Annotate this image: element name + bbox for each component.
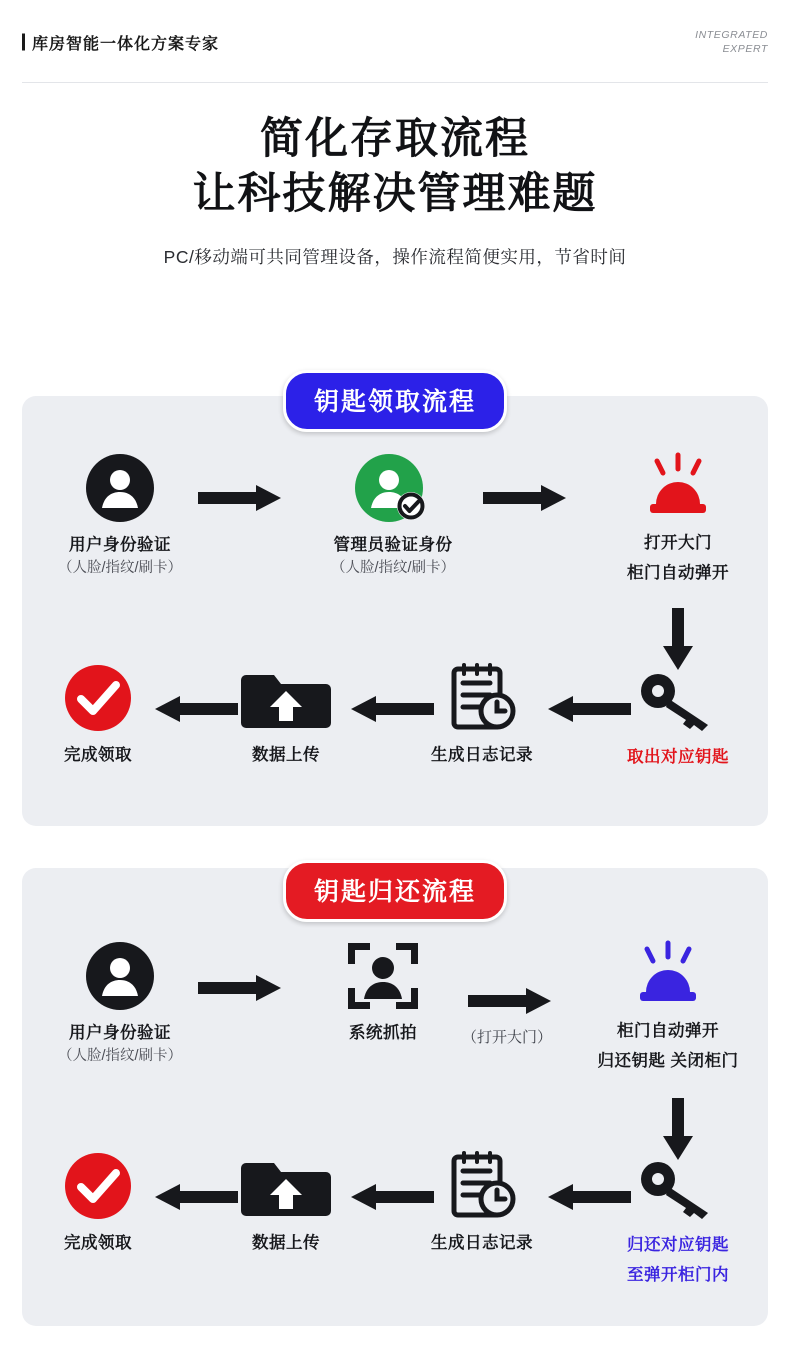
pickup-step-log-label: 生成日志记录 [431,746,533,764]
header-divider [22,82,768,83]
admin-verified-icon [293,450,493,526]
return-flow-badge: 钥匙归还流程 [283,860,507,922]
return-step-upload-label: 数据上传 [252,1234,320,1252]
header-tagline [695,28,768,56]
brand-title: 库房智能一体化方案专家 [22,31,219,54]
return-step-return-key-label-2: 至弹开柜门内 [627,1266,729,1284]
user-avatar-icon [20,938,220,1014]
return-step-user-verify-sub: （人脸/指纹/刷卡） [57,1048,183,1064]
blue-alarm-light-icon [568,936,768,1012]
return-step-user-verify-label: 用户身份验证 [69,1024,171,1042]
return-arrow-note: （打开大门） [462,1029,553,1046]
pickup-step-open-door-label: 打开大门 [644,534,712,552]
return-step-capture [283,938,483,1044]
pickup-step-done [0,660,198,766]
pickup-step-open-door [578,448,778,584]
return-arrow-1 [198,975,284,1001]
return-step-user-verify [20,938,220,1066]
pickup-step-user-verify [20,450,220,578]
pickup-arrow-2 [483,485,569,511]
return-step-done-label: 完成领取 [64,1234,132,1252]
page-header [0,0,790,84]
return-step-cabinet-open [568,936,768,1072]
check-circle-icon [0,1148,198,1224]
pickup-step-user-verify-label: 用户身份验证 [69,536,171,554]
hero-subtitle: PC/移动端可共同管理设备，操作流程简便实用，节省时间 [163,247,627,267]
face-capture-icon [283,938,483,1014]
return-step-return-key [578,1150,778,1286]
pickup-step-take-key-label: 取出对应钥匙 [627,748,729,766]
red-alarm-light-icon [578,448,778,524]
return-step-done [0,1148,198,1254]
return-arrow-2 [468,988,554,1014]
return-step-cabinet-open-label-2: 归还钥匙 关闭柜门 [597,1052,739,1070]
return-step-cabinet-open-label: 柜门自动弹开 [617,1022,719,1040]
tagline-line-1: INTEGRATED [695,28,768,41]
tagline-line-2: EXPERT [722,43,768,55]
hero-title-line-1: 简化存取流程 [260,114,530,164]
pickup-step-done-label: 完成领取 [64,746,132,764]
pickup-step-admin-verify-sub: （人脸/指纹/刷卡） [330,560,456,576]
hero-title-line-2: 让科技解决管理难题 [192,169,598,219]
return-step-return-key-label: 归还对应钥匙 [627,1236,729,1254]
pickup-arrow-1 [198,485,284,511]
hero-title-block [0,112,790,269]
pickup-step-open-door-label-2: 柜门自动弹开 [627,564,729,582]
pickup-step-user-verify-sub: （人脸/指纹/刷卡） [57,560,183,576]
return-step-capture-label: 系统抓拍 [349,1024,417,1042]
pickup-step-admin-verify-label: 管理员验证身份 [333,536,453,554]
user-avatar-icon [20,450,220,526]
pickup-step-upload-label: 数据上传 [252,746,320,764]
pickup-step-admin-verify [293,450,493,578]
check-circle-icon [0,660,198,736]
return-step-log-label: 生成日志记录 [431,1234,533,1252]
pickup-flow-badge: 钥匙领取流程 [283,370,507,432]
pickup-arrow-down [663,608,693,670]
